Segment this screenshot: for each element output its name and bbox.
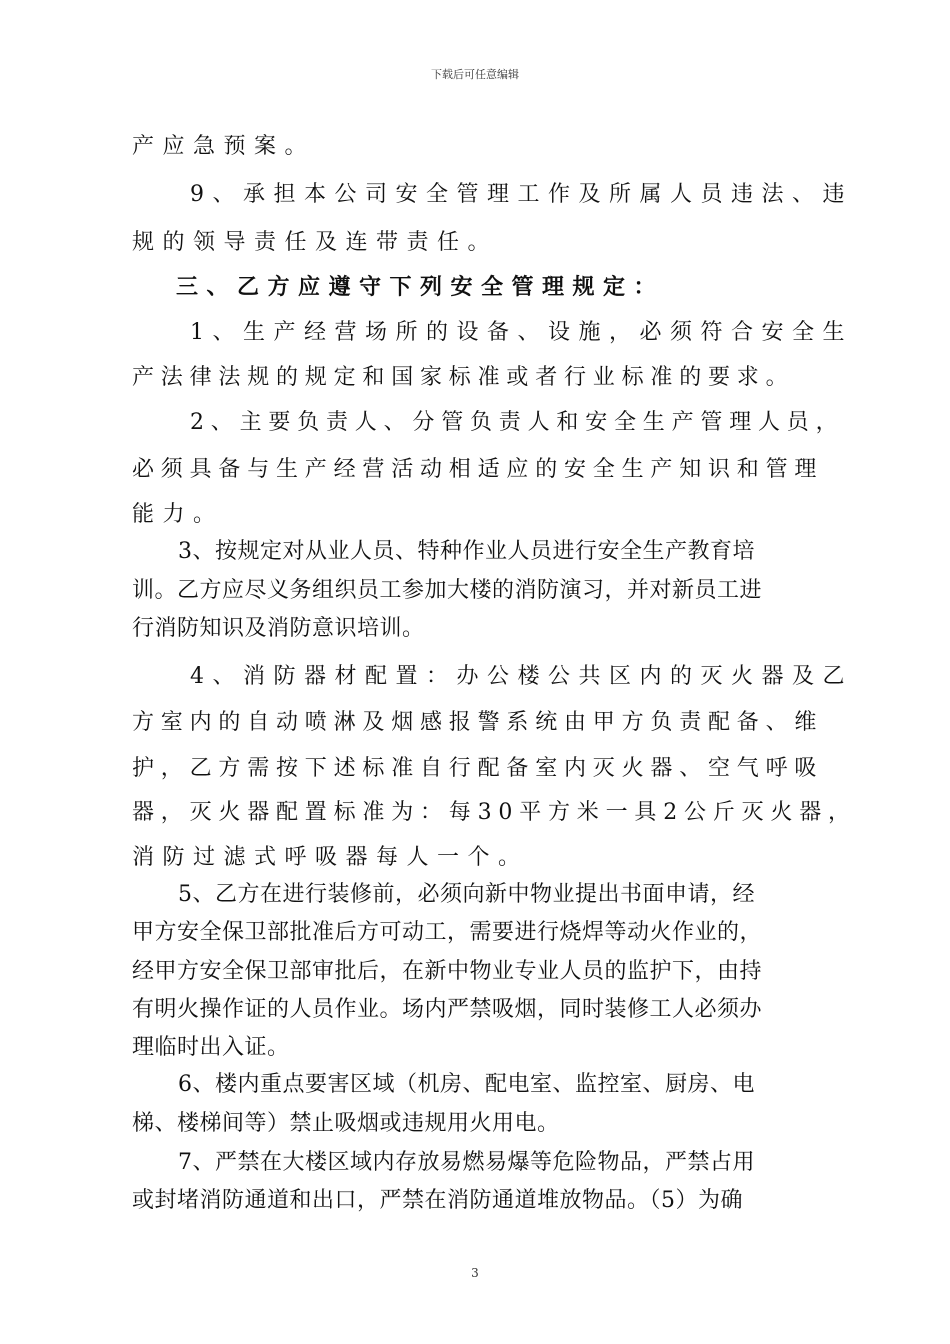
text-line: 方室内的自动喷淋及烟感报警系统由甲方负责配备、维 <box>132 710 824 735</box>
text-line: 2、主要负责人、分管负责人和安全生产管理人员， <box>190 410 845 435</box>
section-heading: 三、乙方应遵守下列安全管理规定： <box>176 274 665 300</box>
text-line: 4、消防器材配置：办公楼公共区内的灭火器及乙 <box>190 664 853 689</box>
text-line: 训。乙方应尽义务组织员工参加大楼的消防演习，并对新员工进 <box>132 578 763 603</box>
text-line: 行消防知识及消防意识培训。 <box>132 616 425 641</box>
text-line: 有明火操作证的人员作业。场内严禁吸烟，同时装修工人必须办 <box>132 997 763 1022</box>
text-line: 产应急预案。 <box>132 134 316 159</box>
text-line: 或封堵消防通道和出口，严禁在消防通道堆放物品。（5）为确 <box>132 1188 743 1213</box>
text-line: 6、楼内重点要害区域（机房、配电室、监控室、厨房、电 <box>178 1072 755 1097</box>
page-number: 3 <box>471 1266 479 1280</box>
text-line: 器，灭火器配置标准为：每30平方米一具2公斤灭火器， <box>132 800 857 825</box>
text-line: 7、严禁在大楼区域内存放易燃易爆等危险物品，严禁占用 <box>178 1150 755 1175</box>
page-header: 下载后可任意编辑 <box>431 68 519 81</box>
text-line: 护，乙方需按下述标准自行配备室内灭火器、空气呼吸 <box>132 756 824 781</box>
text-line: 甲方安全保卫部批准后方可动工，需要进行烧焊等动火作业的， <box>132 920 763 945</box>
text-line: 必须具备与生产经营活动相适应的安全生产知识和管理 <box>132 457 824 482</box>
text-line: 规的领导责任及连带责任。 <box>132 230 499 255</box>
text-line: 1、生产经营场所的设备、设施，必须符合安全生 <box>190 320 853 345</box>
text-line: 经甲方安全保卫部审批后，在新中物业专业人员的监护下，由持 <box>132 959 763 984</box>
text-line: 理临时出入证。 <box>132 1035 290 1060</box>
text-line: 5、乙方在进行装修前，必须向新中物业提出书面申请，经 <box>178 882 755 907</box>
text-line: 梯、楼梯间等）禁止吸烟或违规用火用电。 <box>132 1111 560 1136</box>
text-line: 产法律法规的规定和国家标准或者行业标准的要求。 <box>132 365 795 390</box>
text-line: 能力。 <box>132 502 224 527</box>
text-line: 消防过滤式呼吸器每人一个。 <box>132 845 529 870</box>
text-line: 9、承担本公司安全管理工作及所属人员违法、违 <box>190 182 853 207</box>
text-line: 3、按规定对从业人员、特种作业人员进行安全生产教育培 <box>178 539 755 564</box>
